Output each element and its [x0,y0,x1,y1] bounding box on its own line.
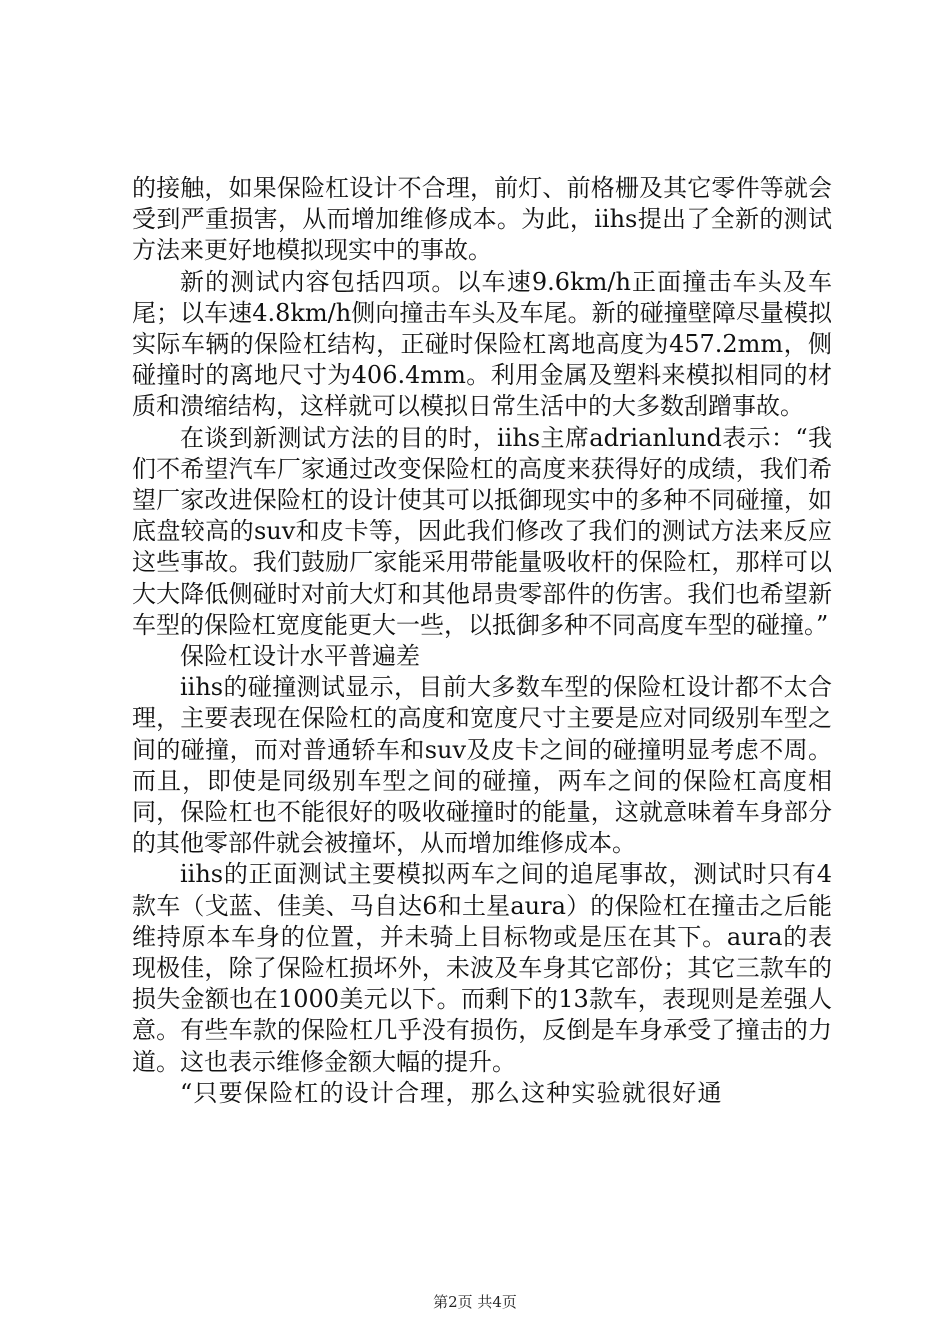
paragraph-7: “只要保险杠的设计合理，那么这种实验就很好通 [180,1078,723,1107]
page-number-footer: 第2页 共4页 [433,1293,517,1311]
paragraph-1: 的接触，如果保险杠设计不合理，前灯、前格栅及其它零件等就会受到严重损害，从而增加维修成本。为此，iihs提出了全新的测试方法来更好地模拟现实中的事故。 [132,174,832,265]
body-text [132,173,832,1109]
paragraph-5: iihs的碰撞测试显示，目前大多数车型的保险杠设计都不太合理，主要表现在保险杠的高度和宽度尺寸主要是应对同级别车型之间的碰撞，而对普通轿车和suv及皮卡之间的碰撞明显考虑不周。而且，即使是同级别车型之间的碰撞，两车之间的保险杠高度相同，保险杠也不能很好的吸收碰撞时的能量，这就意味着车身部分的其他零部件就会被撞坏，从而增加维修成本。 [132,673,832,858]
section-heading: 保险杠设计水平普遍差 [180,642,420,671]
paragraph-6: iihs的正面测试主要模拟两车之间的追尾事故，测试时只有4款车（戈蓝、佳美、马自达6和土星aura）的保险杠在撞击之后能维持原本车身的位置，并未骑上目标物或是压在其下。aura的表现极佳，除了保险杠损坏外，未波及车身其它部份；其它三款车的损失金额也在1000美元以下。而剩下的13款车，表现则是差强人意。有些车款的保险杠几乎没有损伤，反倒是车身承受了撞击的力道。这也表示维修金额大幅的提升。 [132,860,832,1076]
paragraph-3: 在谈到新测试方法的目的时，iihs主席adrianlund表示：“我们不希望汽车厂家通过改变保险杠的高度来获得好的成绩，我们希望厂家改进保险杠的设计使其可以抵御现实中的多种不同碰撞，如底盘较高的suv和皮卡等，因此我们修改了我们的测试方法来反应这些事故。我们鼓励厂家能采用带能量吸收杆的保险杠，那样可以大大降低侧碰时对前大灯和其他昂贵零部件的伤害。我们也希望新车型的保险杠宽度能更大一些，以抵御多种不同高度车型的碰撞。” [132,423,832,639]
paragraph-2: 新的测试内容包括四项。以车速9.6km/h正面撞击车头及车尾；以车速4.8km/h侧向撞击车头及车尾。新的碰撞壁障尽量模拟实际车辆的保险杠结构，正碰时保险杠离地高度为457.2mm，侧碰撞时的离地尺寸为406.4mm。利用金属及塑料来模拟相同的材质和溃缩结构，这样就可以模拟日常生活中的大多数刮蹭事故。 [132,267,832,421]
